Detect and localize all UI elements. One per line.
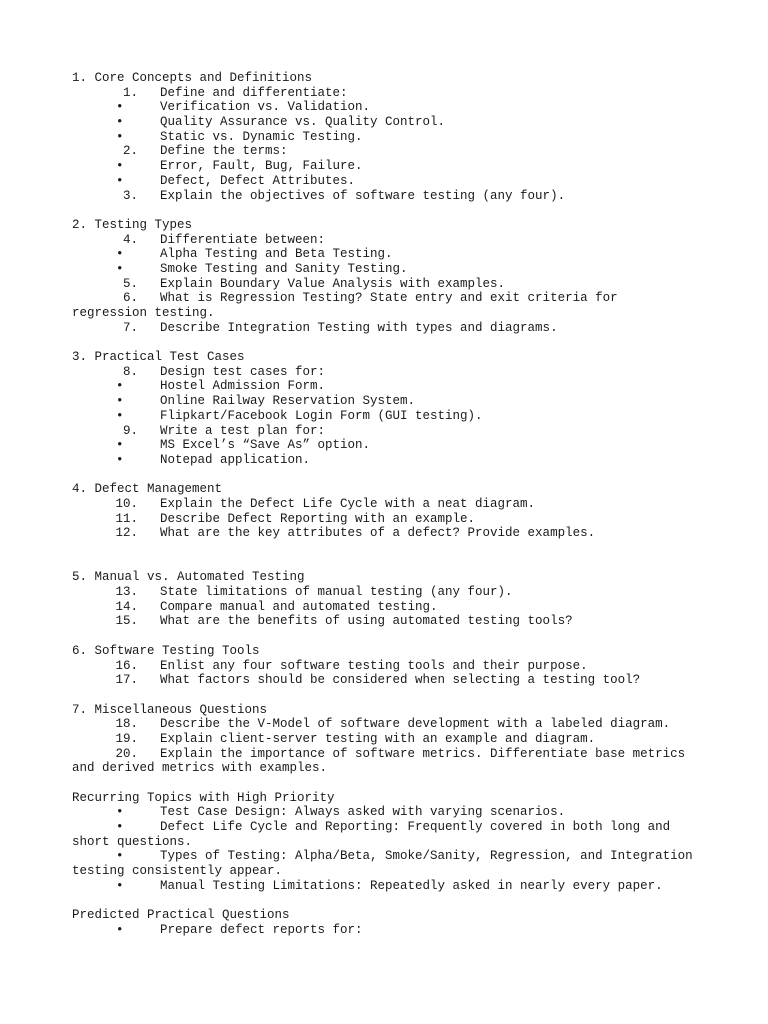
bullet-marker: • xyxy=(116,438,124,453)
bullet-marker: • xyxy=(116,452,124,467)
item-text: What factors should be considered when selecting a testing tool? xyxy=(160,673,641,688)
section-heading: Recurring Topics with High Priority xyxy=(72,790,335,805)
item-number: 6. xyxy=(122,291,138,306)
section-heading: 7. Miscellaneous Questions xyxy=(72,702,268,717)
item-text: Verification vs. Validation. xyxy=(160,100,371,115)
item-text: Explain client-server testing with an example and diagram. xyxy=(160,731,596,746)
section-heading: 5. Manual vs. Automated Testing xyxy=(72,570,305,585)
bullet-item xyxy=(0,820,768,835)
section-heading: Predicted Practical Questions xyxy=(72,908,290,923)
numbered-item xyxy=(0,424,768,439)
item-text: What is Regression Testing? State entry and exit criteria for xyxy=(160,291,618,306)
item-text: Defect, Defect Attributes. xyxy=(160,173,356,188)
bullet-marker: • xyxy=(116,173,124,188)
item-text: Test Case Design: Always asked with varying scenarios. xyxy=(160,805,566,820)
section xyxy=(0,71,768,203)
item-number: 12. xyxy=(115,526,138,541)
item-text: Prepare defect reports for: xyxy=(160,922,363,937)
section xyxy=(0,703,768,776)
item-text: Describe the V-Model of software development with a labeled diagram. xyxy=(160,717,671,732)
item-text: Notepad application. xyxy=(160,452,311,467)
section xyxy=(0,644,768,688)
bullet-marker: • xyxy=(116,100,124,115)
numbered-item xyxy=(0,512,768,527)
item-text: Describe Defect Reporting with an example. xyxy=(160,511,476,526)
item-number: 8. xyxy=(122,364,138,379)
bullet-item xyxy=(0,438,768,453)
section xyxy=(0,350,768,468)
section-gap xyxy=(0,541,768,556)
numbered-item xyxy=(0,717,768,732)
item-text: Online Railway Reservation System. xyxy=(160,394,416,409)
item-number: 17. xyxy=(115,673,138,688)
bullet-item xyxy=(0,159,768,174)
item-text: Design test cases for: xyxy=(160,364,326,379)
numbered-item xyxy=(0,189,768,204)
section-gap xyxy=(0,776,768,791)
section xyxy=(0,482,768,541)
item-text: MS Excel’s “Save As” option. xyxy=(160,438,371,453)
bullet-item xyxy=(0,247,768,262)
numbered-item xyxy=(0,365,768,380)
document-page xyxy=(0,71,768,938)
numbered-item xyxy=(0,600,768,615)
numbered-item xyxy=(0,747,768,762)
item-text: Explain the importance of software metrics. Differentiate base metrics xyxy=(160,746,686,761)
numbered-item xyxy=(0,233,768,248)
item-text-continuation: regression testing. xyxy=(72,306,215,320)
item-text: Static vs. Dynamic Testing. xyxy=(160,129,363,144)
item-number: 11. xyxy=(115,511,138,526)
bullet-marker: • xyxy=(116,159,124,174)
section xyxy=(0,908,768,937)
numbered-item xyxy=(0,497,768,512)
section-gap xyxy=(0,688,768,703)
item-number: 1. xyxy=(122,85,138,100)
bullet-item xyxy=(0,379,768,394)
item-text: Write a test plan for: xyxy=(160,423,326,438)
item-text: Explain the Defect Life Cycle with a neat diagram. xyxy=(160,496,536,511)
numbered-item xyxy=(0,277,768,292)
bullet-item xyxy=(0,805,768,820)
bullet-marker: • xyxy=(116,878,124,893)
item-number: 18. xyxy=(115,717,138,732)
bullet-marker: • xyxy=(116,247,124,262)
section-gap xyxy=(0,556,768,571)
bullet-marker: • xyxy=(116,379,124,394)
item-text-continuation: testing consistently appear. xyxy=(72,864,283,879)
numbered-item xyxy=(0,144,768,159)
bullet-marker: • xyxy=(116,849,124,864)
item-text: Smoke Testing and Sanity Testing. xyxy=(160,261,408,276)
item-number: 14. xyxy=(115,599,138,614)
item-text-continuation: and derived metrics with examples. xyxy=(72,761,328,776)
section-heading: 2. Testing Types xyxy=(72,217,193,232)
item-text: Quality Assurance vs. Quality Control. xyxy=(160,115,446,130)
section-gap xyxy=(0,335,768,350)
item-number: 9. xyxy=(122,423,138,438)
bullet-item xyxy=(0,100,768,115)
bullet-marker: • xyxy=(116,129,124,144)
bullet-marker: • xyxy=(116,820,124,835)
item-text: Error, Fault, Bug, Failure. xyxy=(160,159,363,174)
section-gap xyxy=(0,203,768,218)
item-text: Manual Testing Limitations: Repeatedly asked in nearly every paper. xyxy=(160,878,663,893)
item-text: Differentiate between: xyxy=(160,232,326,247)
section-gap xyxy=(0,468,768,483)
item-text: Explain Boundary Value Analysis with examples. xyxy=(160,276,506,291)
bullet-item xyxy=(0,879,768,894)
item-number: 4. xyxy=(122,232,138,247)
bullet-item xyxy=(0,115,768,130)
item-text: Describe Integration Testing with types and diagrams. xyxy=(160,320,558,335)
bullet-marker: • xyxy=(116,394,124,409)
numbered-item xyxy=(0,321,768,336)
numbered-item xyxy=(0,659,768,674)
bullet-item xyxy=(0,923,768,938)
section xyxy=(0,791,768,894)
bullet-item xyxy=(0,849,768,864)
item-number: 7. xyxy=(122,320,138,335)
bullet-item xyxy=(0,409,768,424)
item-text: Alpha Testing and Beta Testing. xyxy=(160,247,393,262)
item-number: 3. xyxy=(122,188,138,203)
numbered-item xyxy=(0,86,768,101)
section-gap xyxy=(0,629,768,644)
item-text: What are the key attributes of a defect? Provide examples. xyxy=(160,526,596,541)
numbered-item xyxy=(0,673,768,688)
numbered-item xyxy=(0,526,768,541)
section-heading: 1. Core Concepts and Definitions xyxy=(72,71,313,85)
item-number: 16. xyxy=(115,658,138,673)
section xyxy=(0,218,768,336)
item-number: 20. xyxy=(115,746,138,761)
bullet-marker: • xyxy=(116,115,124,130)
item-number: 15. xyxy=(115,614,138,629)
numbered-item xyxy=(0,614,768,629)
numbered-item xyxy=(0,585,768,600)
section-heading: 4. Defect Management xyxy=(72,482,223,497)
bullet-item xyxy=(0,262,768,277)
bullet-item xyxy=(0,174,768,189)
item-text: Hostel Admission Form. xyxy=(160,379,326,394)
section-heading: 3. Practical Test Cases xyxy=(72,350,245,365)
item-text: Define the terms: xyxy=(160,144,288,159)
bullet-item xyxy=(0,394,768,409)
bullet-marker: • xyxy=(116,922,124,937)
item-number: 19. xyxy=(115,731,138,746)
item-text: Defect Life Cycle and Reporting: Frequently covered in both long and xyxy=(160,820,671,835)
section-heading: 6. Software Testing Tools xyxy=(72,643,260,658)
item-text: Explain the objectives of software testing (any four). xyxy=(160,188,566,203)
item-number: 10. xyxy=(115,496,138,511)
bullet-item xyxy=(0,453,768,468)
item-text: Define and differentiate: xyxy=(160,85,348,100)
item-text: Types of Testing: Alpha/Beta, Smoke/Sanity, Regression, and Integration xyxy=(160,849,693,864)
bullet-marker: • xyxy=(116,408,124,423)
section-gap xyxy=(0,894,768,909)
bullet-marker: • xyxy=(116,261,124,276)
item-text: Enlist any four software testing tools and their purpose. xyxy=(160,658,588,673)
numbered-item xyxy=(0,732,768,747)
item-text: What are the benefits of using automated testing tools? xyxy=(160,614,573,629)
bullet-item xyxy=(0,130,768,145)
item-text: Compare manual and automated testing. xyxy=(160,599,438,614)
item-number: 2. xyxy=(122,144,138,159)
numbered-item xyxy=(0,291,768,306)
item-text: State limitations of manual testing (any four). xyxy=(160,585,513,600)
section xyxy=(0,570,768,629)
bullet-marker: • xyxy=(116,805,124,820)
item-text: Flipkart/Facebook Login Form (GUI testing). xyxy=(160,408,483,423)
item-text-continuation: short questions. xyxy=(72,834,193,849)
item-number: 13. xyxy=(115,585,138,600)
item-number: 5. xyxy=(122,276,138,291)
